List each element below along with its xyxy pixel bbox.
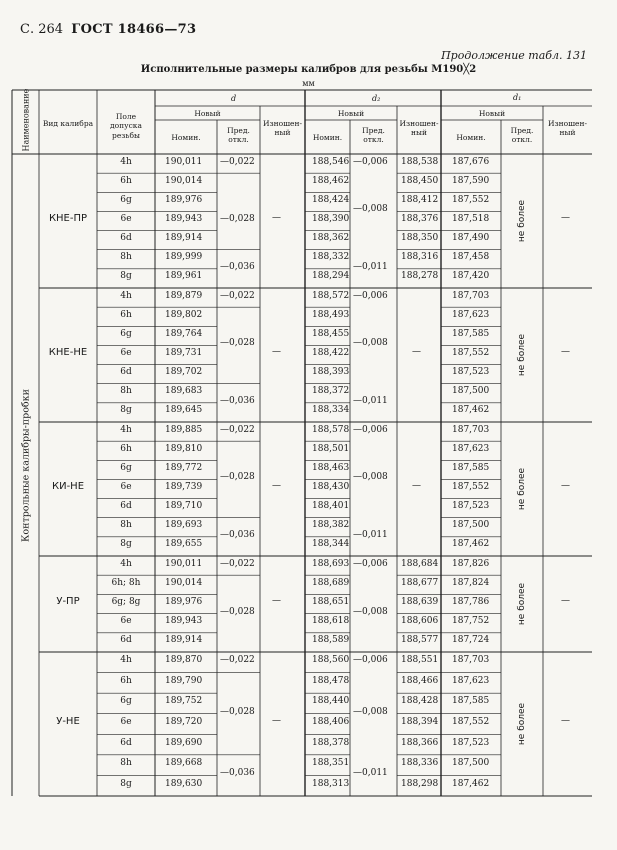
d2-worn: 188,639 — [401, 597, 439, 607]
tolerance-field: 6e — [120, 348, 132, 358]
d-nominal: 189,943 — [165, 214, 203, 224]
d2-nominal: 188,689 — [312, 577, 350, 588]
d-nominal: 189,693 — [165, 520, 203, 531]
d-worn-dash: — — [272, 347, 281, 357]
d2-nominal: 188,651 — [312, 597, 350, 607]
tolerance-field: 6e — [120, 717, 132, 727]
tolerance-field: 4h — [120, 424, 132, 435]
d-nominal: 189,790 — [165, 675, 203, 686]
tolerance-field: 6e — [120, 482, 132, 492]
d2-nominal: 188,362 — [312, 233, 350, 244]
tolerance-field: 4h — [120, 655, 132, 666]
d2-nominal: 188,390 — [312, 214, 350, 224]
standard-id: ГОСТ 18466—73 — [71, 22, 197, 37]
d2-nominal: 188,334 — [312, 405, 350, 416]
d-deviation: —0,022 — [220, 290, 255, 301]
tolerance-field: 6e — [120, 214, 132, 224]
d2-worn: 188,350 — [401, 233, 439, 244]
d2-worn: 188,376 — [401, 214, 439, 224]
tolerance-field: 8h — [120, 386, 132, 397]
d2-nominal: 188,546 — [312, 156, 350, 167]
d-nominal: 189,914 — [165, 635, 203, 646]
d-worn-dash: — — [272, 213, 281, 223]
d2-nominal: 188,463 — [312, 462, 350, 473]
d2-nominal: 188,618 — [312, 616, 350, 627]
tolerance-field: 8g — [120, 405, 132, 416]
d-deviation: —0,028 — [220, 706, 255, 717]
d-nominal: 189,764 — [165, 328, 203, 339]
d2-worn: 188,278 — [401, 271, 439, 282]
d2-deviation: —0,011 — [353, 768, 388, 779]
page-number: С. 264 — [20, 22, 64, 37]
d1-nominal: 187,590 — [452, 175, 490, 186]
d2-worn: 188,606 — [401, 616, 439, 627]
d2-worn: 188,298 — [401, 778, 439, 789]
d-nominal: 189,914 — [165, 233, 203, 244]
d-deviation: —0,036 — [220, 261, 255, 272]
d2-nominal: 188,424 — [312, 194, 350, 205]
tolerance-field: 6d — [120, 501, 132, 512]
tolerance-field: 6h — [120, 309, 132, 320]
d-deviation: —0,022 — [220, 558, 255, 569]
d2-deviation: —0,006 — [353, 558, 388, 569]
group-name: У-ПР — [56, 596, 80, 607]
d1-nominal: 187,490 — [452, 233, 490, 244]
d1-nominal: 187,826 — [452, 558, 490, 569]
d2-nominal: 188,440 — [312, 696, 350, 707]
d2-deviation: —0,006 — [353, 655, 388, 666]
d1-nominal: 187,623 — [452, 675, 490, 686]
d1-worn-dash: — — [561, 347, 570, 357]
d1-nominal: 187,585 — [452, 462, 490, 473]
d-nominal: 189,630 — [165, 778, 203, 789]
d-nominal: 189,976 — [165, 194, 203, 205]
d2-nominal: 188,382 — [312, 520, 350, 531]
d-nominal: 189,879 — [165, 290, 203, 301]
d2-nominal: 188,372 — [312, 386, 350, 397]
header-nomin: Номин. — [312, 133, 343, 142]
d1-nominal: 187,523 — [452, 367, 490, 378]
d1-worn-dash: — — [561, 716, 570, 726]
d2-worn: 188,336 — [401, 758, 439, 769]
d2-deviation: —0,008 — [353, 606, 388, 617]
header-pred-otkl: Пред. откл. — [227, 126, 250, 145]
d1-nominal: 187,462 — [452, 778, 490, 789]
d-nominal: 190,011 — [165, 156, 203, 167]
d1-nominal: 187,623 — [452, 443, 490, 454]
d2-nominal: 188,313 — [312, 778, 350, 789]
d2-deviation: —0,011 — [353, 529, 388, 540]
d-nominal: 189,683 — [165, 386, 203, 397]
d2-worn: 188,684 — [401, 558, 439, 569]
d-deviation: —0,028 — [220, 472, 255, 483]
d-nominal: 189,999 — [165, 252, 203, 263]
d2-nominal: 188,332 — [312, 252, 350, 263]
d2-nominal: 188,501 — [312, 443, 350, 454]
tolerance-field: 6g — [120, 328, 132, 339]
tolerance-field: 6h — [120, 175, 132, 186]
d1-nominal: 187,523 — [452, 737, 490, 748]
d2-worn: 188,466 — [401, 675, 439, 686]
d-nominal: 189,943 — [165, 616, 203, 627]
d-nominal: 189,720 — [165, 717, 203, 727]
d2-worn: 188,412 — [401, 194, 439, 205]
d2-worn: 188,538 — [401, 156, 439, 167]
group-name: КИ-НЕ — [51, 481, 85, 492]
d1-worn-dash: — — [561, 596, 570, 606]
tolerance-field: 6d — [120, 737, 132, 748]
d-worn-dash: — — [272, 481, 281, 491]
d-deviation: —0,036 — [220, 529, 255, 540]
units-label: мм — [302, 79, 315, 88]
tolerance-field: 4h — [120, 290, 132, 301]
tolerance-field: 6e — [120, 616, 132, 627]
d1-nominal: 187,703 — [452, 655, 490, 666]
d1-nominal: 187,585 — [452, 328, 490, 339]
d1-nominal: 187,676 — [452, 156, 490, 167]
tolerance-field: 6g — [120, 696, 132, 707]
tolerance-field: 6d — [120, 635, 132, 646]
d1-nominal: 187,458 — [452, 252, 490, 263]
d2-deviation: —0,011 — [353, 261, 388, 272]
tolerance-field: 6d — [120, 367, 132, 378]
d-nominal: 189,690 — [165, 737, 203, 748]
header-nomin: Номин. — [456, 133, 486, 142]
d2-nominal: 188,401 — [312, 501, 350, 512]
d2-nominal: 188,578 — [312, 424, 350, 435]
tolerance-field: 6h — [120, 443, 132, 454]
d2-nominal: 188,378 — [312, 737, 350, 748]
d-deviation: —0,036 — [220, 768, 255, 779]
d-nominal: 189,668 — [165, 758, 203, 769]
d-nominal: 189,655 — [165, 539, 203, 550]
d1-nominal: 187,500 — [452, 520, 490, 531]
d1-nominal: 187,500 — [452, 386, 490, 397]
ne-bolee-label: не более — [517, 199, 527, 243]
d1-nominal: 187,786 — [452, 597, 490, 607]
d2-worn: 188,394 — [401, 717, 439, 727]
header-iznoshenny: Изношенный — [399, 119, 439, 138]
header-d: d — [231, 94, 237, 103]
d2-deviation: —0,008 — [353, 706, 388, 717]
d2-deviation: —0,011 — [353, 395, 388, 406]
tolerance-field: 6h; 8h — [111, 577, 141, 588]
header-novyy: Новый — [194, 109, 221, 118]
d2-worn: 188,677 — [401, 577, 439, 588]
group-name: У-НЕ — [56, 716, 80, 727]
header-novyy: Новый — [478, 109, 506, 118]
d-nominal: 189,961 — [165, 271, 203, 282]
d2-deviation: —0,008 — [353, 472, 388, 483]
d2-nominal: 188,589 — [312, 635, 350, 646]
d-nominal: 189,710 — [165, 501, 203, 512]
group-name: КНЕ-ПР — [48, 213, 88, 224]
d2-deviation: —0,006 — [353, 290, 388, 301]
d1-nominal: 187,623 — [452, 309, 490, 320]
header-naimenovanie: Наименование — [21, 88, 30, 152]
d-deviation: —0,036 — [220, 395, 255, 406]
d2-nominal: 188,478 — [312, 675, 350, 686]
d-nominal: 190,011 — [165, 558, 203, 569]
d-nominal: 189,802 — [165, 309, 203, 320]
d1-nominal: 187,552 — [452, 717, 490, 727]
header-nomin: Номин. — [171, 133, 201, 142]
d-nominal: 190,014 — [165, 175, 203, 186]
d2-nominal: 188,422 — [312, 348, 350, 358]
d2-nominal: 188,393 — [312, 367, 350, 378]
tolerance-field: 8h — [120, 520, 132, 531]
header-pred-otkl: Пред. откл. — [362, 126, 385, 145]
d2-nominal: 188,572 — [312, 290, 350, 301]
d-nominal: 189,976 — [165, 597, 203, 607]
header-iznoshenny: Изношенный — [547, 119, 588, 138]
d1-nominal: 187,552 — [452, 482, 490, 492]
d-worn-dash: — — [272, 716, 281, 726]
tolerance-field: 8h — [120, 758, 132, 769]
d1-nominal: 187,523 — [452, 501, 490, 512]
header-d1: d₁ — [513, 93, 522, 102]
category-label: Контрольные калибры-пробки — [20, 389, 31, 542]
d-deviation: —0,028 — [220, 338, 255, 349]
d1-nominal: 187,500 — [452, 758, 490, 769]
d-nominal: 189,810 — [165, 443, 203, 454]
d2-worn: 188,366 — [401, 737, 439, 748]
d1-nominal: 187,724 — [452, 635, 490, 646]
d2-deviation: —0,006 — [353, 156, 388, 167]
d1-nominal: 187,703 — [452, 424, 490, 435]
d2-deviation: —0,008 — [353, 204, 388, 215]
header-vid-kalibra: Вид калибра — [42, 119, 94, 128]
d-deviation: —0,022 — [220, 156, 255, 167]
d2-worn: 188,577 — [401, 635, 439, 646]
tolerance-field: 4h — [120, 156, 132, 167]
d-nominal: 189,739 — [165, 482, 203, 492]
d2-nominal: 188,344 — [312, 539, 350, 550]
header-d2: d₂ — [372, 94, 381, 103]
tolerance-field: 6g — [120, 194, 132, 205]
group-name: КНЕ-НЕ — [48, 347, 88, 358]
d2-nominal: 188,351 — [312, 758, 350, 769]
d-nominal: 189,731 — [165, 348, 203, 358]
d2-nominal: 188,493 — [312, 309, 350, 320]
d-deviation: —0,028 — [220, 606, 255, 617]
d1-nominal: 187,462 — [452, 405, 490, 416]
header-pred-otkl: Пред. откл. — [510, 126, 534, 145]
header-iznoshenny: Изношенный — [262, 119, 303, 138]
d2-nominal: 188,430 — [312, 482, 350, 492]
tolerance-field: 6g — [120, 462, 132, 473]
tolerance-field: 6d — [120, 233, 132, 244]
d2-nominal: 188,560 — [312, 655, 350, 666]
ne-bolee-label: не более — [517, 467, 527, 511]
ne-bolee-label: не более — [517, 333, 527, 377]
d-nominal: 189,752 — [165, 696, 203, 707]
d2-worn: 188,428 — [401, 696, 439, 707]
d1-worn-dash: — — [561, 213, 570, 223]
d-nominal: 189,645 — [165, 405, 203, 416]
header-pole-dopuska: Поле допуска резьбы — [110, 112, 142, 140]
d1-nominal: 187,552 — [452, 194, 490, 205]
d2-nominal: 188,693 — [312, 558, 350, 569]
d2-nominal: 188,455 — [312, 328, 350, 339]
d-deviation: —0,022 — [220, 655, 255, 666]
d-worn-dash: — — [272, 596, 281, 606]
d2-worn: 188,316 — [401, 252, 439, 263]
d1-worn-dash: — — [561, 481, 570, 491]
d1-nominal: 187,518 — [452, 214, 490, 224]
tolerance-field: 6h — [120, 675, 132, 686]
d2-nominal: 188,406 — [312, 717, 350, 727]
d2-deviation: —0,008 — [353, 338, 388, 349]
d1-nominal: 187,585 — [452, 696, 490, 707]
d1-nominal: 187,752 — [452, 616, 490, 627]
d-deviation: —0,022 — [220, 424, 255, 435]
d2-worn: 188,450 — [401, 175, 439, 186]
tolerance-field: 8g — [120, 271, 132, 282]
d-nominal: 189,702 — [165, 367, 203, 378]
d1-nominal: 187,552 — [452, 348, 490, 358]
d2-nominal: 188,462 — [312, 175, 350, 186]
d1-nominal: 187,462 — [452, 539, 490, 550]
ne-bolee-label: не более — [517, 702, 527, 746]
tolerance-field: 8g — [120, 778, 132, 789]
d-nominal: 189,885 — [165, 424, 203, 435]
d2-worn: 188,551 — [401, 655, 439, 666]
tolerance-field: 6g; 8g — [111, 597, 141, 607]
tolerance-field: 8h — [120, 252, 132, 263]
tolerance-field: 4h — [120, 558, 132, 569]
d2-worn-dash: — — [412, 481, 421, 491]
d-deviation: —0,028 — [220, 214, 255, 224]
table-continuation-note: Продолжение табл. 131 — [441, 49, 587, 62]
header-novyy: Новый — [337, 109, 365, 118]
tolerance-field: 8g — [120, 539, 132, 550]
d1-nominal: 187,824 — [452, 577, 490, 588]
d1-nominal: 187,420 — [452, 271, 490, 282]
d-nominal: 189,772 — [165, 462, 203, 473]
d1-nominal: 187,703 — [452, 290, 490, 301]
table-title: Исполнительные размеры калибров для резьбы М190╳2 — [140, 64, 477, 75]
d2-deviation: —0,006 — [353, 424, 388, 435]
d-nominal: 190,014 — [165, 577, 203, 588]
d2-worn-dash: — — [412, 347, 421, 357]
d2-nominal: 188,294 — [312, 271, 350, 282]
ne-bolee-label: не более — [517, 582, 527, 626]
d-nominal: 189,870 — [165, 655, 203, 666]
